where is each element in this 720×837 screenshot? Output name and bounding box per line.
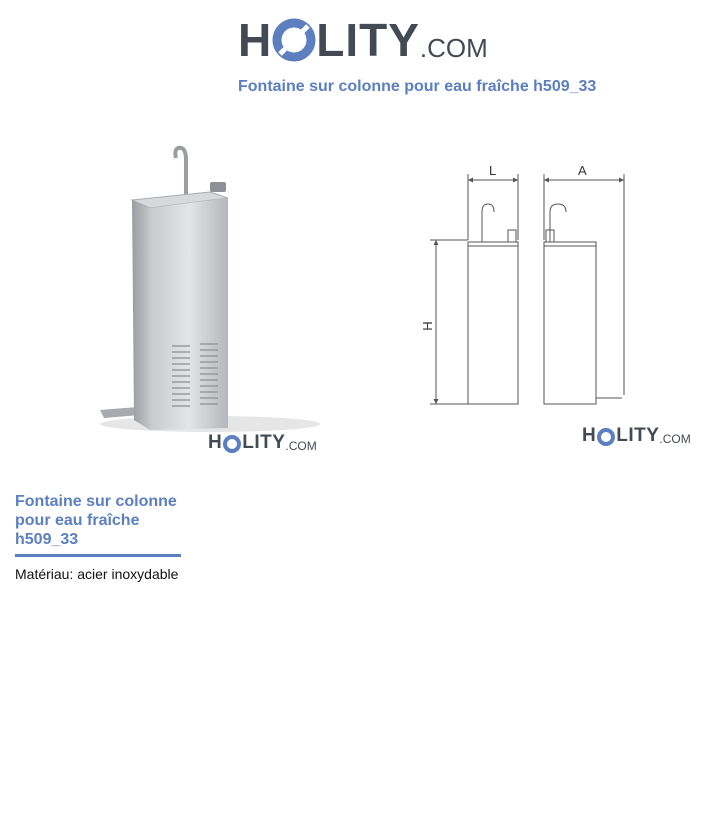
dimension-label-width: L [489, 163, 497, 178]
photo-watermark [208, 430, 317, 461]
watermark-o-mark-icon [596, 423, 616, 454]
watermark-word-right: LITY [616, 425, 660, 446]
site-logo[interactable] [238, 12, 488, 68]
dimension-label-depth: A [578, 163, 587, 178]
material-spec [15, 566, 178, 582]
dimension-label-height: H [420, 321, 435, 331]
watermark-word-left: H [208, 432, 223, 453]
logo-word-right: LITY [316, 14, 420, 66]
logo-suffix: .COM [419, 33, 488, 63]
logo-word-left: H [238, 14, 273, 66]
product-name: Fontaine sur colonne pour eau fraîche h509_33 [15, 493, 177, 548]
material-label: Matériau: [15, 566, 74, 582]
product-photo [90, 138, 340, 438]
page-title: Fontaine sur colonne pour eau fraîche h509_33 [238, 78, 597, 95]
drawing-watermark [582, 423, 691, 454]
section-divider [15, 554, 181, 557]
logo-o-mark-icon [272, 12, 316, 69]
watermark-word-left: H [582, 425, 597, 446]
watermark-suffix: .COM [285, 439, 317, 453]
watermark-word-right: LITY [242, 432, 286, 453]
watermark-suffix: .COM [659, 432, 691, 446]
watermark-o-mark-icon [222, 430, 242, 461]
material-value: acier inoxydable [77, 566, 179, 582]
technical-drawing [410, 150, 650, 420]
